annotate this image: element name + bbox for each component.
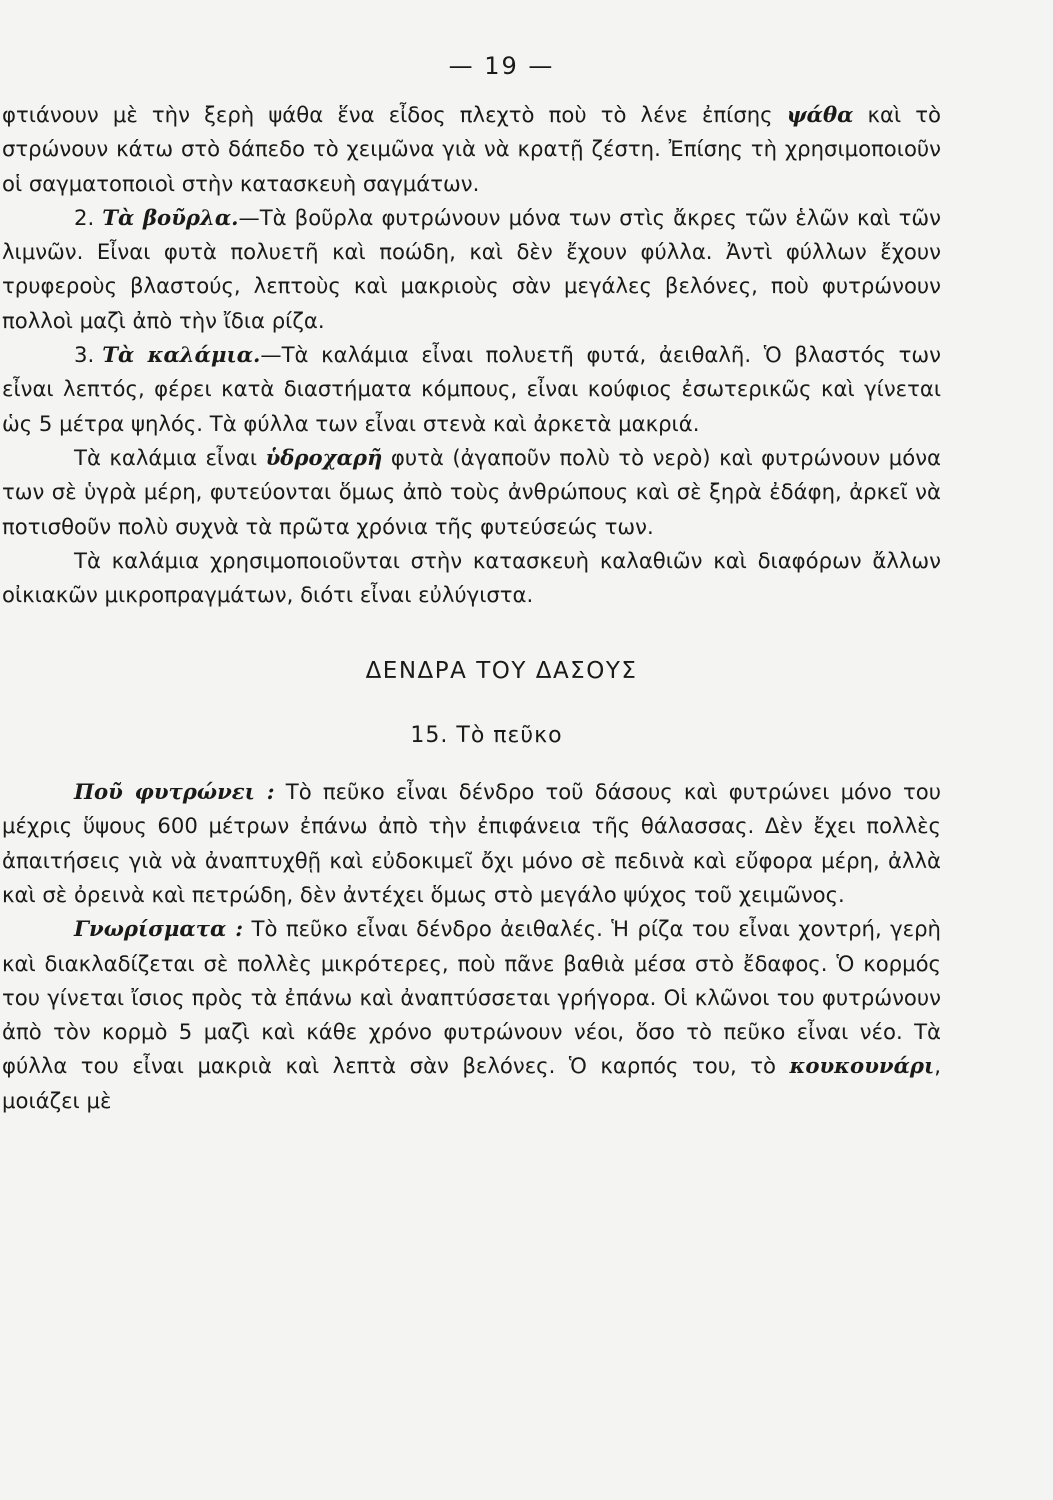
paragraph-where-grows [2,775,941,912]
body-text [2,98,941,1118]
text: —Τὰ καλάμια εἶναι πολυετῆ φυτά, ἀειθαλῆ. Ὁ βλαστός των εἶναι λεπτός, φέρει κατὰ διαστήματα κόμπους, εἶναι κούφιος ἐσωτερικῶς καὶ γίνεται ὡς 5 μέτρα ψηλός. Τὰ φύλλα των εἶναι στενὰ καὶ ἀρκετὰ μακριά. [2,342,941,436]
term-kalamia: Τὰ καλάμια. [102,342,261,368]
page-number: — 19 — [448,52,555,80]
text: Τὰ καλάμια εἶναι [74,444,266,470]
item-number: 3. [74,342,95,368]
section-heading: ΔΕΝΔΡΑ ΤΟΥ ΔΑΣΟΥΣ [365,658,638,685]
term-vourla: Τὰ βοῦρλα. [102,204,239,230]
paragraph-uses: Τὰ καλάμια χρησιμοποιοῦνται στὴν κατασκευὴ καλαθιῶν καὶ διαφόρων ἄλλων οἰκιακῶν μικροπραγμάτων, διότι εἶναι εὐλύγιστα. [2,547,941,608]
term-psatha: ψάθα [786,102,854,127]
subsection-heading: 15. Τὸ πεῦκο [410,722,563,748]
term-koukounari: κουκουνάρι [789,1053,935,1079]
text: Τὸ πεῦκο εἶναι δένδρο ἀειθαλές. Ἡ ρίζα του εἶναι χοντρή, γερὴ καὶ διακλαδίζεται σὲ πολλὲς μικρότερες, ποὺ πᾶνε βαθιὰ μέσα στὸ ἔδαφος. Ὁ κορμός του γίνεται ἴσιος πρὸς τὰ ἐπάνω καὶ ἀναπτύσσεται γρήγορα. Οἱ κλῶνοι του φυτρώνουν ἀπὸ τὸν κορμὸ 5 μαζὶ καὶ κάθε χρόνο φυτρώνουν νέοι, ὅσο τὸ πεῦκο εἶναι νέο. Τὰ φύλλα του εἶναι μακριὰ καὶ λεπτὰ σὰν βελόνες. Ὁ καρπός του, τὸ [2,916,941,1079]
text: φυτὰ (ἀγαποῦν πολὺ τὸ νερὸ) καὶ φυτρώνουν μόνα των σὲ ὑγρὰ μέρη, φυτεύονται ὅμως ἀπὸ τοὺς ἀνθρώπους καὶ σὲ ξηρὰ ἐδάφη, ἀρκεῖ νὰ ποτισθοῦν πολὺ συχνὰ τὰ πρῶτα χρόνια τῆς φυτεύσεώς των. [2,444,941,539]
term-hydrochari: ὑδροχαρῆ [265,444,383,470]
item-vourla [2,201,941,338]
continuation-paragraph [2,98,941,201]
text: —Τὰ βοῦρλα φυτρώνουν μόνα των στὶς ἄκρες τῶν ἑλῶν καὶ τῶν λιμνῶν. Εἶναι φυτὰ πολυετῆ καὶ ποώδη, καὶ δὲν ἔχουν φύλλα. Ἀντὶ φύλλων ἔχουν τρυφεροὺς βλαστούς, λεπτοὺς καὶ μακριοὺς σὰν μεγάλες βελόνες, ποὺ φυτρώνουν πολλοὶ μαζὶ ἀπὸ τὴν ἴδια ρίζα. [2,204,941,333]
term-features: Γνωρίσματα : [74,916,244,942]
paragraph-features [2,912,941,1118]
paragraph-hydrochari [2,441,941,544]
term-where-grows: Ποῦ φυτρώνει : [74,779,275,805]
text: , μοιάζει μὲ [2,1053,941,1113]
text: Τὸ πεῦκο εἶναι δένδρο τοῦ δάσους καὶ φυτρώνει μόνο του μέχρις ὕψους 600 μέτρων ἐπάνω ἀπὸ τὴν ἐπιφάνεια τῆς θάλασσας. Δὲν ἔχει πολλὲς ἀπαιτήσεις γιὰ νὰ ἀναπτυχθῇ καὶ εὐδοκιμεῖ ὄχι μόνο σὲ πεδινὰ καὶ εὔφορα μέρη, ἀλλὰ καὶ σὲ ὀρεινὰ καὶ πετρώδη, δὲν ἀντέχει ὅμως στὸ μεγάλο ψύχος τοῦ χειμῶνος. [2,779,941,907]
text: καὶ τὸ στρώνουν κάτω στὸ δάπεδο τὸ χειμῶνα γιὰ νὰ κρατῇ ζέστη. Ἐπίσης τὴ χρησιμοποιοῦν οἱ σαγματοποιοὶ στὴν κατασκευὴ σαγμάτων. [2,102,941,196]
text: φτιάνουν μὲ τὴν ξερὴ ψάθα ἕνα εἶδος πλεχτὸ ποὺ τὸ λένε ἐπίσης [2,102,787,127]
item-number: 2. [74,204,95,230]
item-kalamia [2,338,941,441]
